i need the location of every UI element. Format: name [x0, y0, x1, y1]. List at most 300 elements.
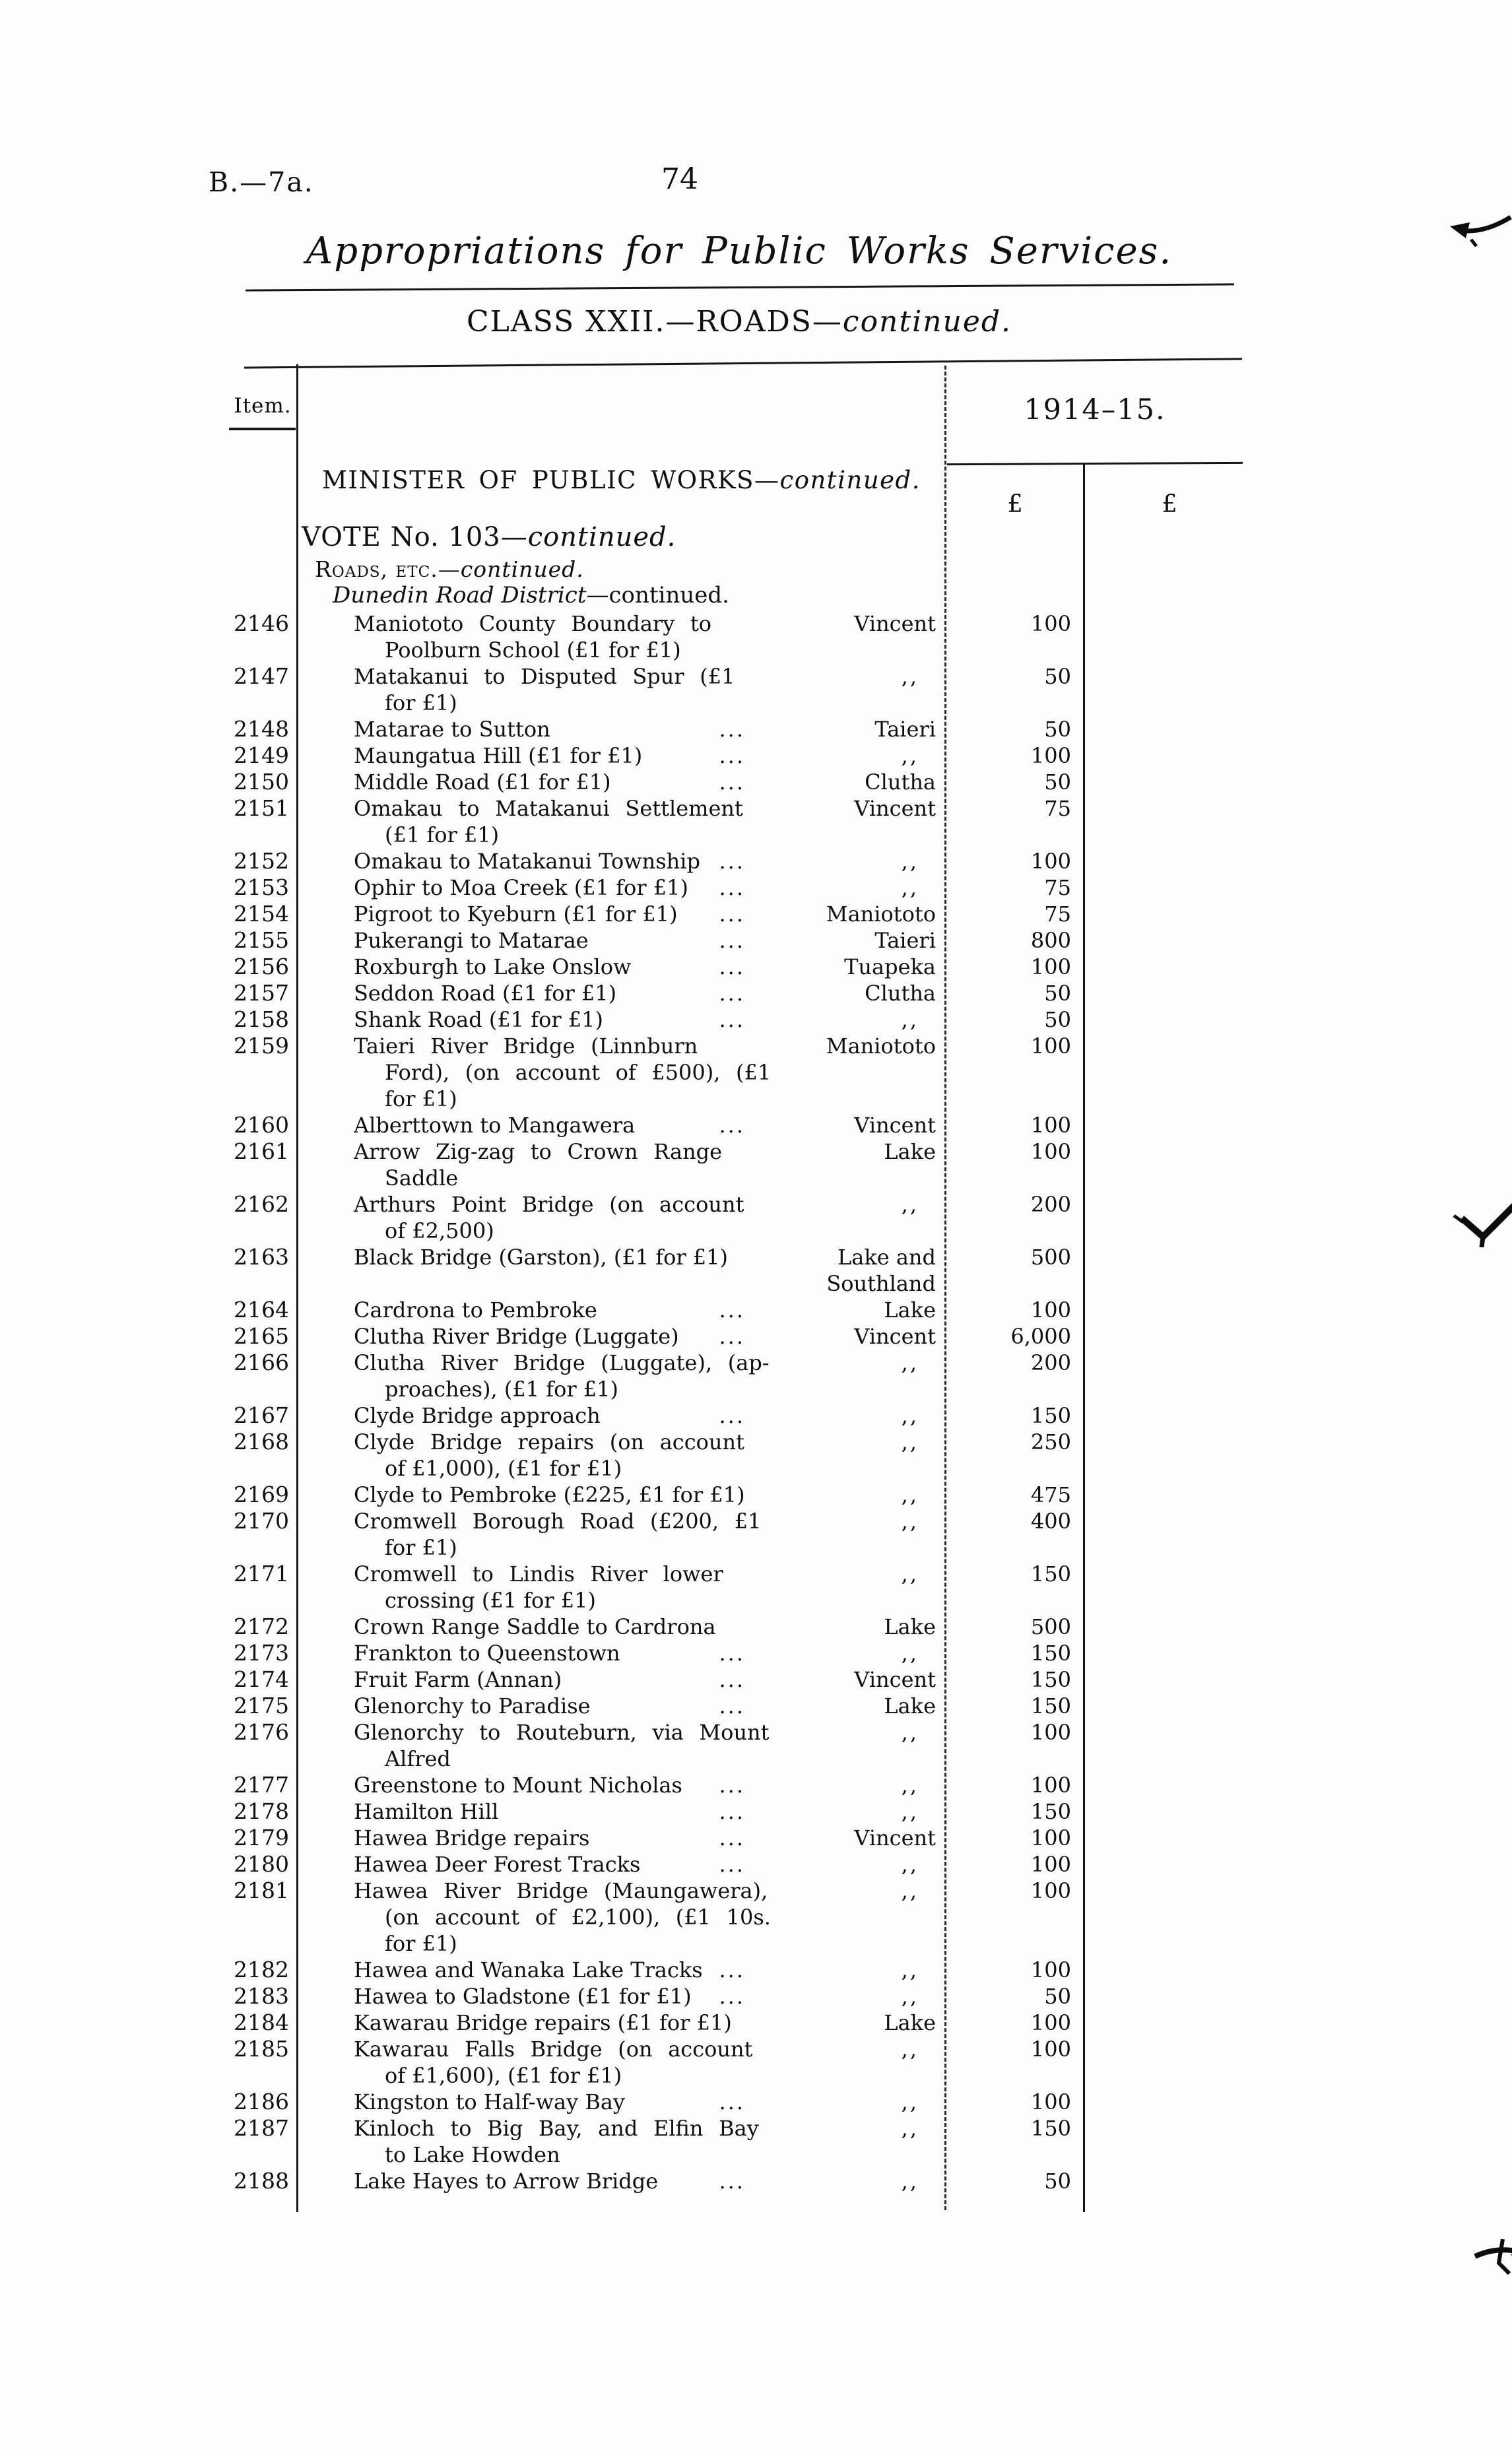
county	[723, 610, 946, 663]
item-number: 2173	[234, 1640, 289, 1666]
amount-1914-15: 500	[1030, 1245, 1071, 1270]
description-text: Hawea Bridge repairs	[354, 1825, 590, 1850]
county	[723, 954, 946, 980]
amount-1914-15: 100	[1030, 2010, 1071, 2035]
amount-column-2	[1084, 1191, 1254, 1244]
description-text: Ford), (on account of £500), (£1	[385, 1060, 772, 1085]
work-description	[297, 1006, 745, 1033]
description-line	[354, 2062, 723, 2089]
description-line	[354, 1561, 723, 1587]
county	[723, 1666, 946, 1693]
description-text: for £1)	[385, 1931, 457, 1956]
amount-1914-15: 100	[1030, 1878, 1071, 1903]
work-description	[297, 927, 745, 954]
page-number: 74	[661, 162, 698, 196]
description-line	[354, 1666, 745, 1693]
leader-dots: ...	[719, 875, 745, 900]
description-line	[354, 1878, 768, 1904]
description-text: for £1)	[385, 690, 457, 715]
table-row	[224, 2168, 1254, 2194]
description-line	[354, 1798, 745, 1825]
description-text: Kingston to Half-way Bay	[354, 2089, 625, 2114]
description-line	[354, 1587, 723, 1614]
work-description	[297, 954, 745, 980]
description-line	[354, 1455, 723, 1482]
amount-1914-15: 75	[1044, 875, 1071, 900]
ink-mark	[1449, 1196, 1512, 1247]
amount-1914-15: 50	[1044, 664, 1071, 689]
work-description	[297, 610, 723, 663]
roads-subheading-continued: continued.	[460, 556, 584, 582]
table-row	[224, 1323, 1254, 1350]
work-description	[297, 2115, 759, 2168]
item-number: 2187	[234, 2115, 289, 2141]
table-row	[224, 610, 1254, 663]
description-text: Clutha River Bridge (Luggate), (ap-	[354, 1350, 770, 1375]
item-number: 2162	[234, 1191, 289, 1217]
work-description	[297, 1138, 723, 1191]
county	[723, 716, 946, 742]
county-name: Taieri	[874, 717, 936, 742]
leader-dots: ...	[719, 1297, 745, 1323]
table-row	[224, 1033, 1254, 1112]
table-top-rule	[244, 358, 1242, 368]
amount-column-2	[1084, 1482, 1254, 1508]
description-line	[354, 2010, 732, 2036]
description-line	[354, 1957, 745, 1983]
table-row	[224, 2010, 1254, 2036]
amount-column-2	[1084, 2115, 1254, 2168]
county	[723, 1482, 946, 1508]
county	[723, 1033, 946, 1112]
amount-1914-15: 50	[1044, 981, 1071, 1006]
county-name: Lake	[884, 1693, 936, 1718]
county-name: Vincent	[854, 1324, 936, 1349]
ditto-mark: ,,	[901, 2037, 919, 2062]
amount-1914-15: 50	[1044, 1984, 1071, 2009]
county	[723, 2036, 946, 2089]
amount-column-2	[1084, 2010, 1254, 2036]
description-line	[354, 1191, 744, 1218]
county	[723, 1112, 946, 1138]
ditto-mark: ,,	[901, 1878, 919, 1903]
description-text: for £1)	[385, 1535, 457, 1560]
ditto-mark: ,,	[901, 1957, 919, 1982]
amount-column-2	[1084, 1350, 1254, 1402]
table-row	[224, 1640, 1254, 1666]
county-name: Lake	[884, 1297, 936, 1323]
item-number: 2179	[234, 1825, 289, 1850]
amount-column-2	[1084, 742, 1254, 769]
leader-dots: ...	[719, 849, 745, 874]
county-name: Lake and	[838, 1245, 936, 1270]
amount-column-2	[1084, 1561, 1254, 1614]
class-heading-text: CLASS XXII.—ROADS—	[466, 305, 843, 339]
work-description	[297, 2010, 732, 2036]
work-description	[297, 1878, 771, 1957]
description-text: Matakanui to Disputed Spur (£1	[354, 664, 735, 689]
item-number: 2160	[234, 1112, 289, 1138]
description-line	[354, 2115, 759, 2142]
table-row	[224, 980, 1254, 1006]
description-line	[354, 927, 745, 954]
leader-dots: ...	[719, 1825, 745, 1850]
leader-dots: ...	[719, 1113, 745, 1138]
county	[723, 1851, 946, 1878]
county	[723, 663, 946, 716]
description-line	[354, 1825, 745, 1851]
work-description	[297, 2168, 745, 2194]
table-row	[224, 1772, 1254, 1798]
leader-dots: ...	[719, 1641, 745, 1666]
item-number: 2166	[234, 1350, 289, 1375]
roads-subheading	[315, 556, 584, 582]
description-text: Black Bridge (Garston), (£1 for £1)	[354, 1245, 728, 1270]
ink-mark	[1442, 208, 1512, 249]
amount-1914-15: 75	[1044, 796, 1071, 821]
item-number: 2186	[234, 2089, 289, 2114]
amount-column-2	[1084, 1323, 1254, 1350]
table-row	[224, 1006, 1254, 1033]
description-line	[354, 1772, 745, 1798]
county-name: Vincent	[854, 1825, 936, 1850]
description-text: Matarae to Sutton	[354, 717, 550, 742]
amount-column-2	[1084, 2036, 1254, 2089]
item-number: 2184	[234, 2010, 289, 2035]
county-name: Vincent	[854, 1113, 936, 1138]
ditto-mark: ,,	[901, 1192, 919, 1217]
amount-column-2	[1084, 1666, 1254, 1693]
table-row	[224, 1561, 1254, 1614]
leader-dots: ...	[719, 1324, 745, 1349]
work-description	[297, 1825, 745, 1851]
amount-column-2	[1084, 1772, 1254, 1798]
county-name: Clutha	[865, 981, 936, 1006]
ditto-mark: ,,	[901, 1007, 919, 1032]
ditto-mark: ,,	[901, 1561, 919, 1587]
table-row	[224, 1297, 1254, 1323]
county	[723, 848, 946, 874]
work-description	[297, 1614, 723, 1640]
description-text: Clutha River Bridge (Luggate)	[354, 1324, 679, 1349]
amount-1914-15: 150	[1030, 1403, 1071, 1428]
description-text: of £2,500)	[385, 1218, 494, 1243]
description-text: Kawarau Bridge repairs (£1 for £1)	[354, 2010, 732, 2035]
county	[723, 1429, 946, 1482]
ditto-mark: ,,	[901, 1403, 919, 1428]
leader-dots: ...	[719, 1007, 745, 1032]
description-text: Seddon Road (£1 for £1)	[354, 981, 617, 1006]
work-description	[297, 1323, 745, 1350]
work-description	[297, 2089, 745, 2115]
ditto-mark: ,,	[901, 2116, 919, 2141]
leader-dots: ...	[719, 769, 745, 795]
item-number: 2154	[234, 901, 289, 927]
work-description	[297, 1719, 770, 1772]
description-text: Pigroot to Kyeburn (£1 for £1)	[354, 901, 678, 927]
description-line	[354, 1693, 745, 1719]
county	[723, 1614, 946, 1640]
work-description	[297, 2036, 753, 2089]
amount-1914-15: 100	[1030, 743, 1071, 768]
work-description	[297, 1772, 745, 1798]
amount-1914-15: 475	[1030, 1482, 1071, 1507]
county	[723, 1191, 946, 1244]
description-line	[354, 663, 735, 690]
item-number: 2169	[234, 1482, 289, 1507]
work-description	[297, 1350, 770, 1402]
amount-1914-15: 100	[1030, 1773, 1071, 1798]
amount-column-2	[1084, 901, 1254, 927]
description-text: Clyde Bridge approach	[354, 1403, 601, 1428]
work-description	[297, 1112, 745, 1138]
work-description	[297, 1983, 745, 2010]
leader-dots: ...	[719, 1693, 745, 1718]
amount-column-2	[1084, 1640, 1254, 1666]
table-row	[224, 1429, 1254, 1482]
description-text: proaches), (£1 for £1)	[385, 1377, 618, 1402]
work-description	[297, 1851, 745, 1878]
amount-column-2	[1084, 1244, 1254, 1297]
work-description	[297, 1429, 744, 1482]
item-number: 2156	[234, 954, 289, 979]
item-number: 2172	[234, 1614, 289, 1639]
county	[723, 1878, 946, 1957]
item-number: 2165	[234, 1323, 289, 1349]
county-name: Lake	[884, 2010, 936, 2035]
item-number: 2176	[234, 1719, 289, 1745]
amount-1914-15: 150	[1030, 2116, 1071, 2141]
description-line	[354, 2168, 745, 2194]
amount-column-2	[1084, 1112, 1254, 1138]
description-text: Arrow Zig-zag to Crown Range	[354, 1139, 723, 1164]
work-description	[297, 1798, 745, 1825]
document-title: Appropriations for Public Works Services.	[306, 230, 1173, 273]
district-subheading-continued: continued.	[608, 582, 729, 608]
table-row	[224, 1614, 1254, 1640]
county	[723, 1297, 946, 1323]
description-line	[354, 1350, 770, 1376]
amount-1914-15: 50	[1044, 2169, 1071, 2194]
county-name: Tuapeka	[844, 954, 936, 979]
county-name: Southland	[826, 1271, 936, 1296]
minister-heading-continued: continued.	[779, 466, 921, 494]
county	[723, 769, 946, 795]
table-row	[224, 1350, 1254, 1402]
description-text: Hawea to Gladstone (£1 for £1)	[354, 1984, 692, 2009]
item-number: 2181	[234, 1878, 289, 1903]
table-row	[224, 2036, 1254, 2089]
amount-column-2	[1084, 1957, 1254, 1983]
county-name: Maniototo	[826, 1033, 936, 1059]
description-line	[354, 1244, 728, 1270]
amount-column-2	[1084, 1719, 1254, 1772]
description-line	[354, 901, 745, 927]
leader-dots: ...	[719, 901, 745, 927]
amount-column-2	[1084, 848, 1254, 874]
amount-column-2	[1084, 1508, 1254, 1561]
ditto-mark: ,,	[901, 2089, 919, 2114]
description-text: Frankton to Queenstown	[354, 1641, 620, 1666]
county	[723, 1006, 946, 1033]
description-text: Greenstone to Mount Nicholas	[354, 1773, 682, 1798]
leader-dots: ...	[719, 1852, 745, 1877]
description-text: Alfred	[385, 1746, 451, 1771]
description-line	[354, 2142, 723, 2168]
description-text: Cromwell Borough Road (£200, £1	[354, 1509, 762, 1534]
item-number: 2171	[234, 1561, 289, 1587]
description-line	[354, 716, 745, 742]
leader-dots: ...	[719, 1403, 745, 1428]
ditto-mark: ,,	[901, 743, 919, 768]
item-number: 2152	[234, 848, 289, 874]
description-text: Poolburn School (£1 for £1)	[385, 638, 681, 663]
table-row	[224, 1666, 1254, 1693]
amount-1914-15: 400	[1030, 1509, 1071, 1534]
description-text: (on account of £2,100), (£1 10s.	[385, 1905, 771, 1930]
description-line	[354, 1165, 723, 1191]
item-header-underline	[229, 428, 296, 430]
description-line	[354, 1112, 745, 1138]
description-line	[354, 1508, 762, 1534]
table-row	[224, 1825, 1254, 1851]
work-description	[297, 901, 745, 927]
description-text: Crown Range Saddle to Cardrona	[354, 1614, 716, 1639]
item-number: 2158	[234, 1006, 289, 1032]
item-number: 2155	[234, 927, 289, 953]
amount-column-2	[1084, 1983, 1254, 2010]
description-line	[354, 795, 743, 822]
work-description	[297, 1033, 772, 1112]
vote-heading-continued: continued.	[527, 522, 676, 552]
work-description	[297, 716, 745, 742]
ink-mark	[1468, 2234, 1512, 2284]
description-text: Omakau to Matakanui Settlement	[354, 796, 743, 821]
description-line	[354, 1429, 744, 1455]
description-line	[354, 1904, 771, 1930]
description-line	[354, 2036, 753, 2062]
amount-column-2	[1084, 2168, 1254, 2194]
description-text: Kawarau Falls Bridge (on account	[354, 2037, 753, 2062]
amount-1914-15: 150	[1030, 1667, 1071, 1692]
work-description	[297, 1508, 762, 1561]
description-text: Shank Road (£1 for £1)	[354, 1007, 604, 1032]
description-text: Cardrona to Pembroke	[354, 1297, 597, 1323]
description-text: of £1,000), (£1 for £1)	[385, 1456, 622, 1481]
table-row	[224, 716, 1254, 742]
amount-column-2	[1084, 874, 1254, 901]
county	[723, 1798, 946, 1825]
amount-column-2	[1084, 1429, 1254, 1482]
county	[723, 980, 946, 1006]
description-text: Taieri River Bridge (Linnburn	[354, 1033, 698, 1059]
description-line	[354, 1218, 723, 1244]
report-code: B.—7a.	[209, 166, 314, 198]
work-description	[297, 663, 735, 716]
item-number: 2163	[234, 1244, 289, 1270]
description-line	[354, 822, 723, 848]
amount-1914-15: 100	[1030, 1139, 1071, 1164]
amount-column-2	[1084, 1851, 1254, 1878]
table-row	[224, 1244, 1254, 1297]
description-line	[354, 1983, 745, 2010]
table-row	[224, 1138, 1254, 1191]
county-name: Maniototo	[826, 901, 936, 927]
description-text: Lake Hayes to Arrow Bridge	[354, 2169, 659, 2194]
table-row	[224, 1693, 1254, 1719]
county	[723, 742, 946, 769]
ditto-mark: ,,	[901, 1984, 919, 2009]
item-number: 2177	[234, 1772, 289, 1798]
county	[723, 1719, 946, 1772]
table-row	[224, 1878, 1254, 1957]
leader-dots: ...	[719, 1667, 745, 1692]
leader-dots: ...	[719, 928, 745, 953]
item-number: 2168	[234, 1429, 289, 1455]
amount-column-2	[1084, 2089, 1254, 2115]
work-description	[297, 1693, 745, 1719]
item-number: 2174	[234, 1666, 289, 1692]
amount-1914-15: 200	[1030, 1350, 1071, 1375]
description-line	[354, 1086, 723, 1112]
amount-1914-15: 150	[1030, 1561, 1071, 1587]
item-number: 2159	[234, 1033, 289, 1059]
amount-1914-15: 100	[1030, 1957, 1071, 1982]
amount-1914-15: 100	[1030, 1720, 1071, 1745]
table-row	[224, 1482, 1254, 1508]
minister-heading-text: MINISTER OF PUBLIC WORKS—	[321, 466, 780, 494]
description-line	[354, 954, 745, 980]
item-number: 2164	[234, 1297, 289, 1323]
county-name: Vincent	[854, 611, 936, 636]
description-line	[354, 980, 745, 1006]
county	[723, 1561, 946, 1614]
county	[723, 927, 946, 954]
county-name: Vincent	[854, 796, 936, 821]
county	[723, 1983, 946, 2010]
amount-1914-15: 75	[1044, 901, 1071, 927]
table-row	[224, 1191, 1254, 1244]
table-row	[224, 954, 1254, 980]
amount-1914-15: 100	[1030, 1825, 1071, 1850]
amount-column-2	[1084, 927, 1254, 954]
description-text: Glenorchy to Routeburn, via Mount	[354, 1720, 770, 1745]
table-row	[224, 795, 1254, 848]
table-row	[224, 1957, 1254, 1983]
table-row	[224, 769, 1254, 795]
amount-1914-15: 150	[1030, 1693, 1071, 1718]
item-number: 2167	[234, 1402, 289, 1428]
amount-column-2	[1084, 1878, 1254, 1957]
title-divider-rule	[246, 283, 1234, 291]
amount-column-2	[1084, 1614, 1254, 1640]
description-line	[354, 1138, 723, 1165]
leader-dots: ...	[719, 743, 745, 768]
item-number: 2182	[234, 1957, 289, 1982]
item-number: 2175	[234, 1693, 289, 1718]
description-text: Pukerangi to Matarae	[354, 928, 589, 953]
item-number: 2188	[234, 2168, 289, 2194]
table-row	[224, 1402, 1254, 1429]
description-text: to Lake Howden	[385, 2142, 560, 2167]
table-row	[224, 2115, 1254, 2168]
leader-dots: ...	[719, 981, 745, 1006]
description-text: Saddle	[385, 1165, 459, 1191]
work-description	[297, 769, 745, 795]
work-description	[297, 1297, 745, 1323]
ditto-mark: ,,	[901, 875, 919, 900]
table-row	[224, 927, 1254, 954]
